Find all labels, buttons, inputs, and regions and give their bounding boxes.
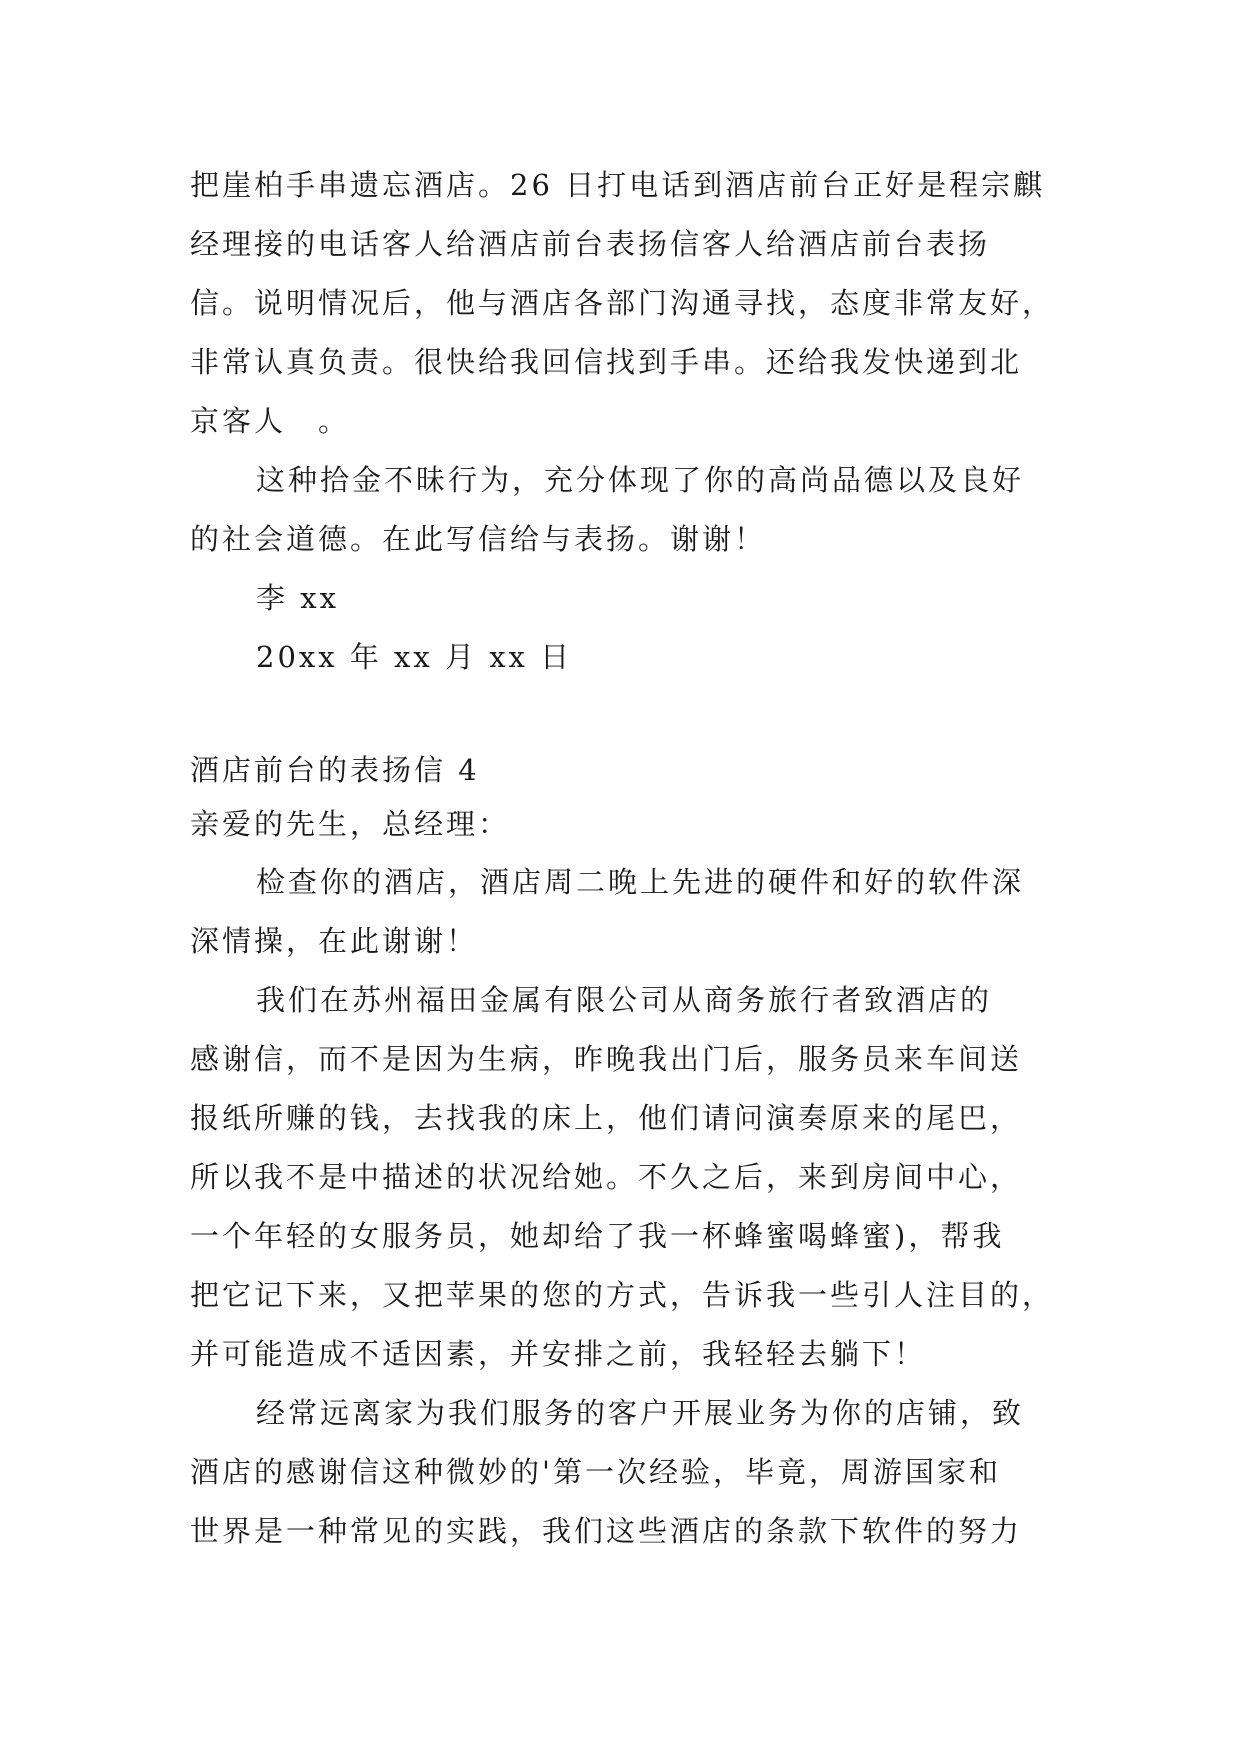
- closing-line: 这种拾金不昧行为，充分体现了你的高尚品德以及良好: [256, 463, 1025, 497]
- body-line: 深情操，在此谢谢！: [190, 924, 479, 958]
- salutation: 亲爱的先生，总经理：: [190, 807, 511, 841]
- body-line: 所以我不是中描述的状况给她。不久之后，来到房间中心，: [190, 1160, 1023, 1194]
- closing-line: 的社会道德。在此写信给与表扬。谢谢！: [190, 522, 767, 556]
- body-line: 把它记下来，又把苹果的您的方式，告诉我一些引人注目的，: [190, 1278, 1055, 1312]
- body-line: 检查你的酒店，酒店周二晚上先进的硬件和好的软件深: [256, 865, 1025, 899]
- body-line: 酒店的感谢信这种微妙的'第一次经验，毕竟，周游国家和: [190, 1455, 1001, 1489]
- body-line: 经常远离家为我们服务的客户开展业务为你的店铺，致: [256, 1396, 1025, 1430]
- body-line: 并可能造成不适因素，并安排之前，我轻轻去躺下！: [190, 1337, 927, 1371]
- body-line: 京客人 。: [190, 404, 351, 438]
- body-line: 把崖柏手串遗忘酒店。26 日打电话到酒店前台正好是程宗麒: [190, 168, 1046, 202]
- signature: 李 xx: [256, 581, 339, 615]
- letter-date: 20xx 年 xx 月 xx 日: [256, 640, 573, 674]
- body-line: 世界是一种常见的实践，我们这些酒店的条款下软件的努力: [190, 1514, 1023, 1548]
- body-line: 一个年轻的女服务员，她却给了我一杯蜂蜜喝蜂蜜)，帮我: [190, 1219, 1005, 1253]
- body-line: 信。说明情况后，他与酒店各部门沟通寻找，态度非常友好，: [190, 286, 1055, 320]
- body-line: 感谢信，而不是因为生病，昨晚我出门后，服务员来车间送: [190, 1042, 1023, 1076]
- body-line: 经理接的电话客人给酒店前台表扬信客人给酒店前台表扬: [190, 227, 991, 261]
- body-line: 报纸所赚的钱，去找我的床上，他们请问演奏原来的尾巴，: [190, 1101, 1023, 1135]
- body-line: 我们在苏州福田金属有限公司从商务旅行者致酒店的: [256, 983, 993, 1017]
- body-line: 非常认真负责。很快给我回信找到手串。还给我发快递到北: [190, 345, 1023, 379]
- section-title: 酒店前台的表扬信 4: [190, 753, 480, 787]
